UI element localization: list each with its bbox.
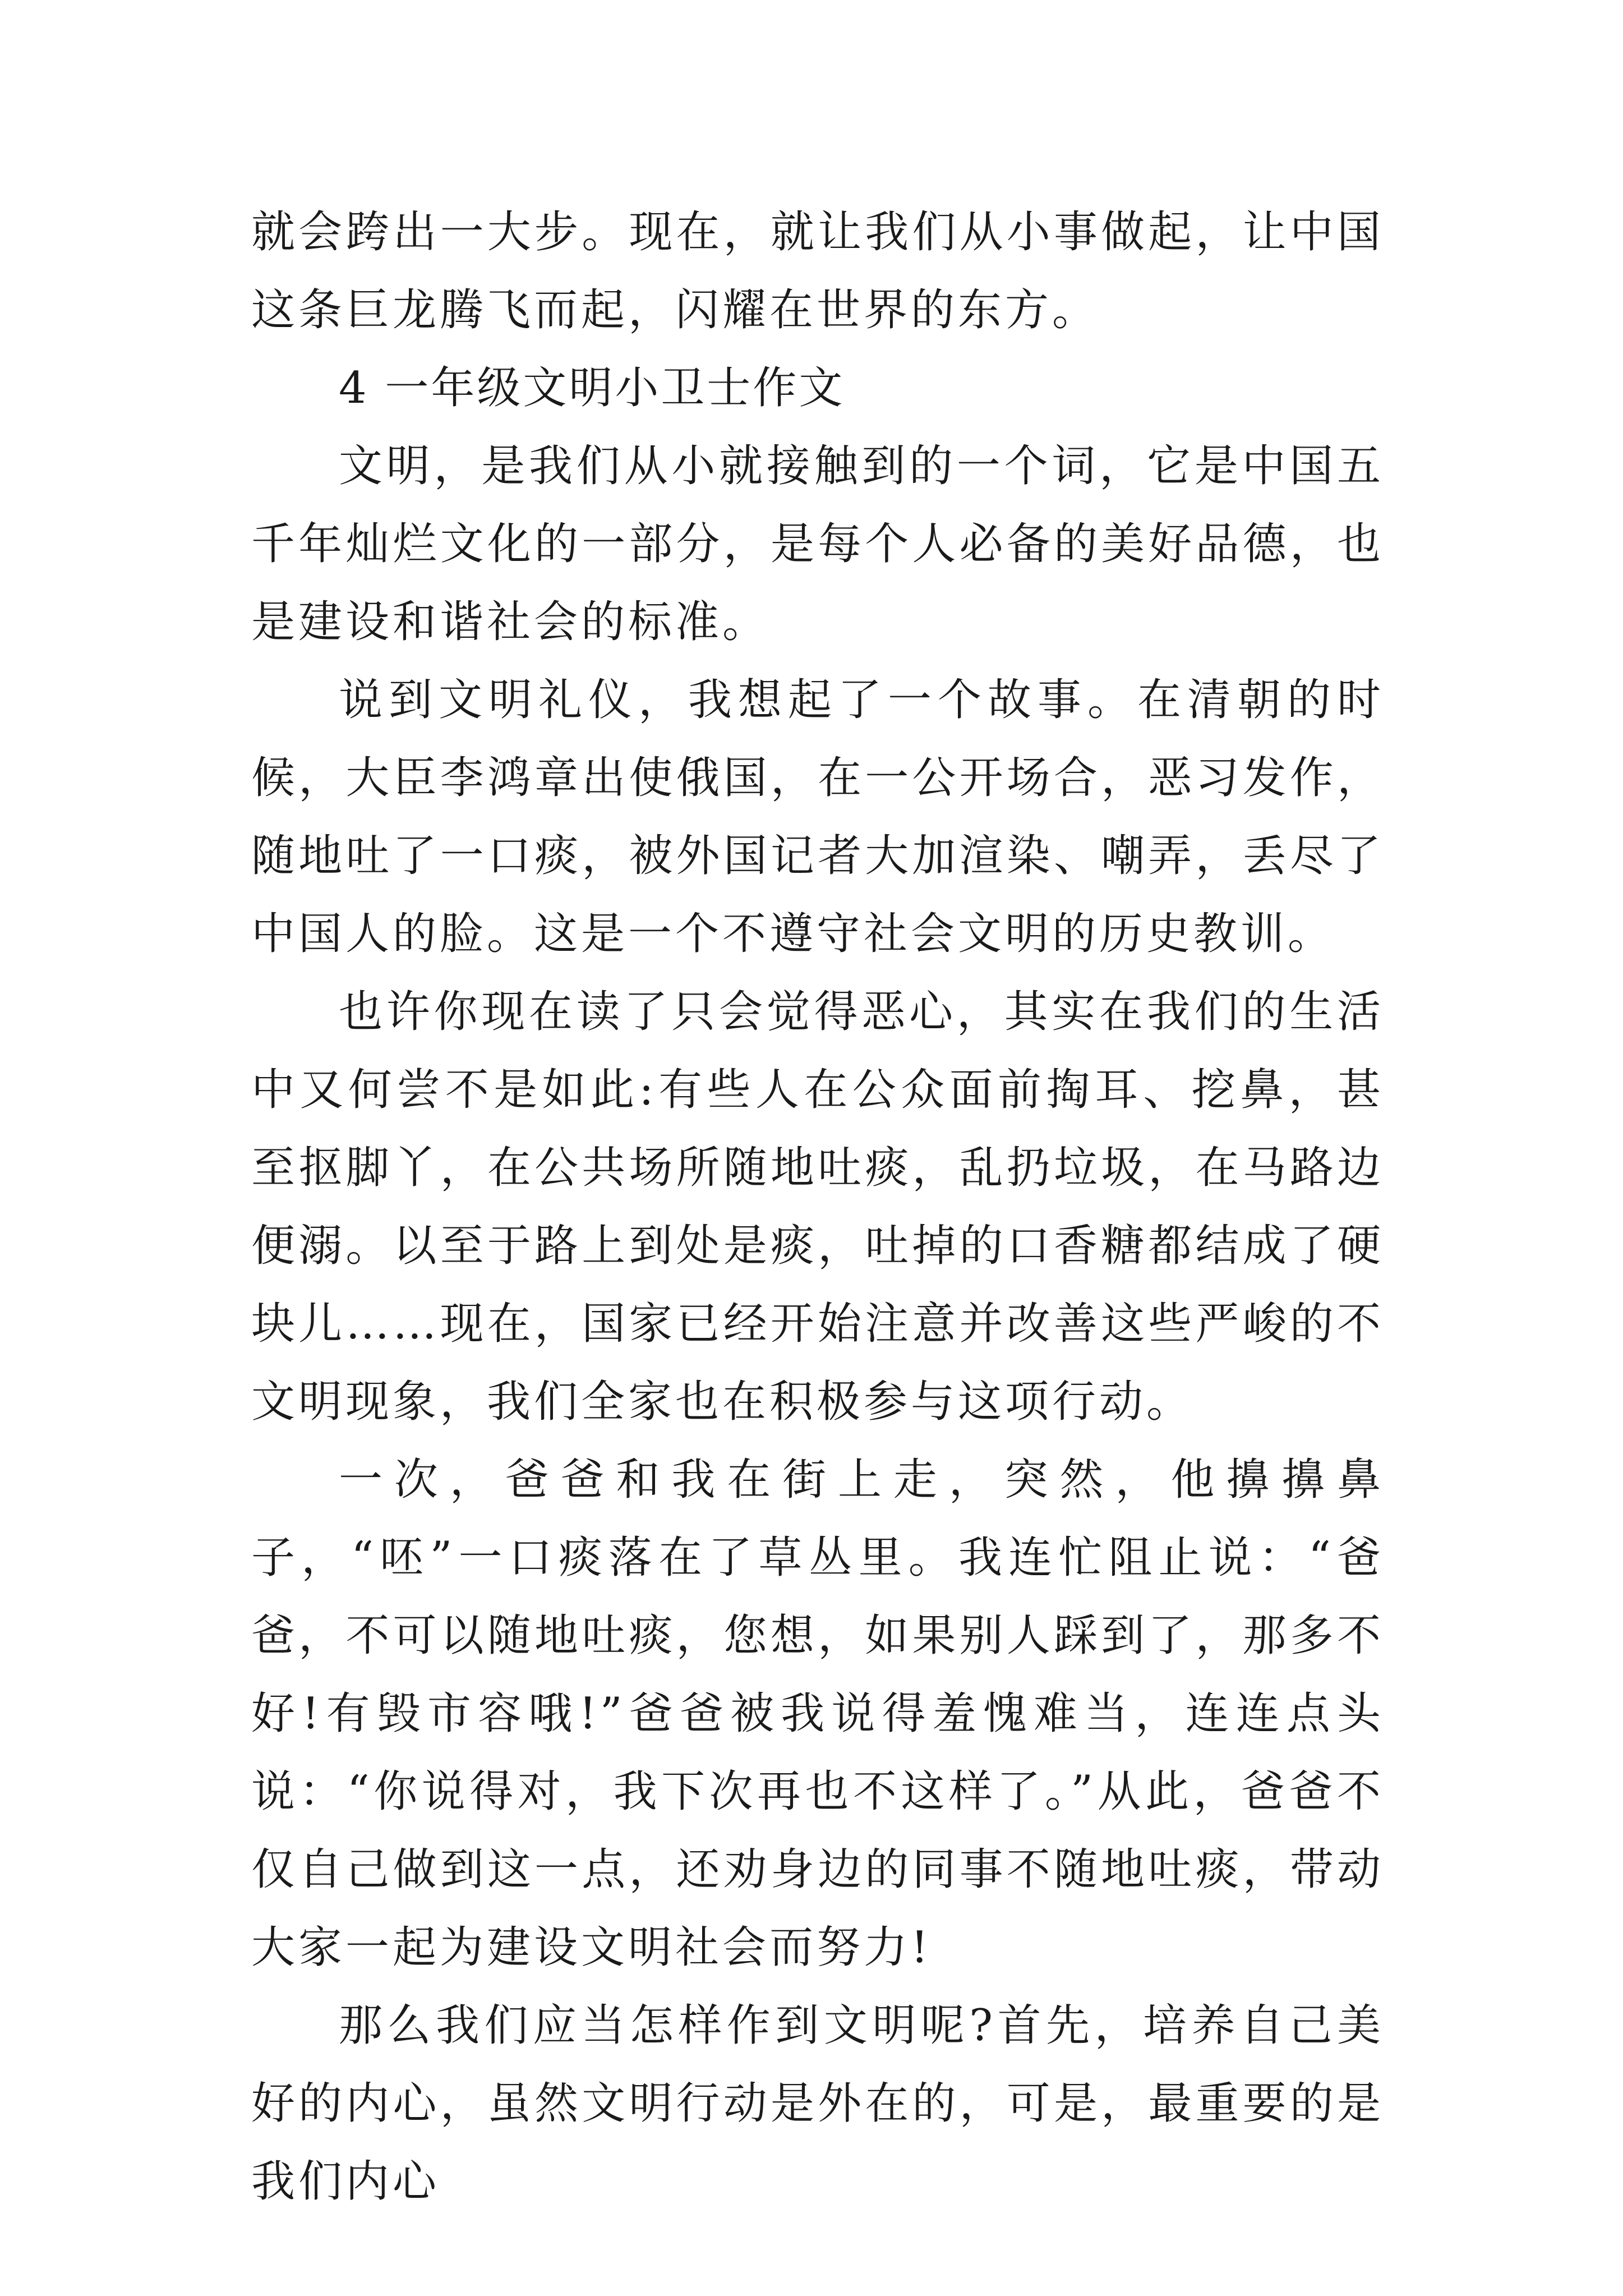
essay-title: 4 一年级文明小卫士作文 (339, 363, 845, 413)
paragraph: 说到文明礼仪，我想起了一个故事。在清朝的时候，大臣李鸿章出使俄国，在一公开场合，恶习发作，随地吐了一口痰，被外国记者大加渲染、嘲弄，丢尽了中国人的脸。这是一个不遵守社会文明的历史教训。 (251, 675, 1384, 959)
essay-body (251, 194, 1384, 2221)
paragraph-continuation: 就会跨出一大步。现在，就让我们从小事做起，让中国这条巨龙腾飞而起，闪耀在世界的东方。 (251, 207, 1384, 335)
paragraph: 也许你现在读了只会觉得恶心，其实在我们的生活中又何尝不是如此:有些人在公众面前掏耳、挖鼻，甚至抠脚丫，在公共场所随地吐痰，乱扔垃圾，在马路边便溺。以至于路上到处是痰，吐掉的口香糖都结成了硬块儿……现在，国家已经开始注意并改善这些严峻的不文明现象，我们全家也在积极参与这项行动。 (251, 987, 1384, 1427)
paragraph: 一次，爸爸和我在街上走，突然，他擤擤鼻子，“呸”一口痰落在了草丛里。我连忙阻止说：“爸爸，不可以随地吐痰，您想，如果别人踩到了，那多不好!有毁市容哦!”爸爸被我说得羞愧难当，连连点头说：“你说得对，我下次再也不这样了。”从此，爸爸不仅自己做到这一点，还劝身边的同事不随地吐痰，带动大家一起为建设文明社会而努力! (251, 1455, 1384, 1973)
paragraph: 那么我们应当怎样作到文明呢?首先，培养自己美好的内心，虽然文明行动是外在的，可是，最重要的是我们内心 (251, 2000, 1384, 2207)
paragraph: 文明，是我们从小就接触到的一个词，它是中国五千年灿烂文化的一部分，是每个人必备的美好品德，也是建设和谐社会的标准。 (251, 441, 1384, 647)
